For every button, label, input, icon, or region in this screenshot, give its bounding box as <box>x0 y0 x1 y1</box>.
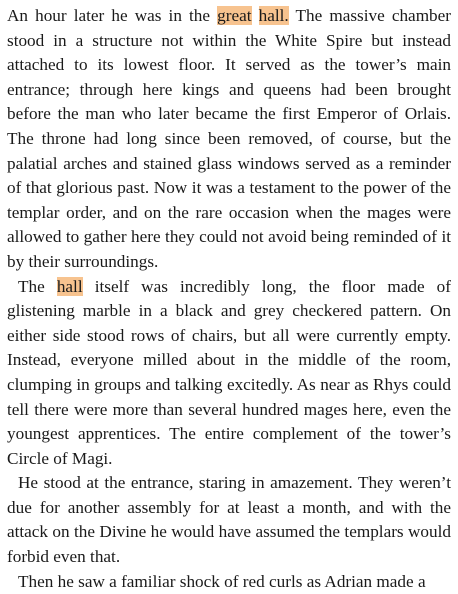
highlighted-word-hall[interactable]: hall. <box>258 6 289 25</box>
highlighted-word-great[interactable]: great <box>217 6 252 25</box>
document-page <box>7 4 451 594</box>
text-fragment: An hour later he was in the <box>7 6 218 25</box>
text-fragment: The <box>18 276 57 296</box>
paragraph-3 <box>7 471 451 569</box>
text-fragment: He stood at the entrance, staring in amazement. They weren’t due for another assembly for at least a month, and with the attack on the Divine he would have assumed the templars would forbid even that. <box>7 473 451 567</box>
highlighted-word-hall[interactable]: hall <box>56 276 83 296</box>
text-fragment: The massive chamber stood in a structure not within the White Spire but instead attached to its lowest floor. It served as the tower’s main entrance; through here kings and queens had been brought before the man who later became the first Emperor of Orlais. The throne had long since been removed, of course, but the palatial arches and stained glass windows served as a reminder of that glorious past. Now it was a testament to the power of the templar order, and on the rare occasion when the mages were allowed to gather here they could not avoid being reminded of it by their surroundings. <box>7 6 452 271</box>
paragraph-4 <box>7 570 451 594</box>
paragraph-2 <box>7 275 451 472</box>
text-fragment: itself was incredibly long, the floor made of glistening marble in a black and grey checkered pattern. On either side stood rows of chairs, but all were currently empty. Instead, everyone milled about in the middle of the room, clumping in groups and talking excitedly. As near as Rhys could tell there were more than several hundred mages here, even the youngest apprentices. The entire complement of the tower’s Circle of Magi. <box>7 276 451 468</box>
text-fragment <box>252 6 259 25</box>
text-fragment: Then he saw a familiar shock of red curls as Adrian made a <box>18 571 426 591</box>
paragraph-1 <box>7 4 451 275</box>
